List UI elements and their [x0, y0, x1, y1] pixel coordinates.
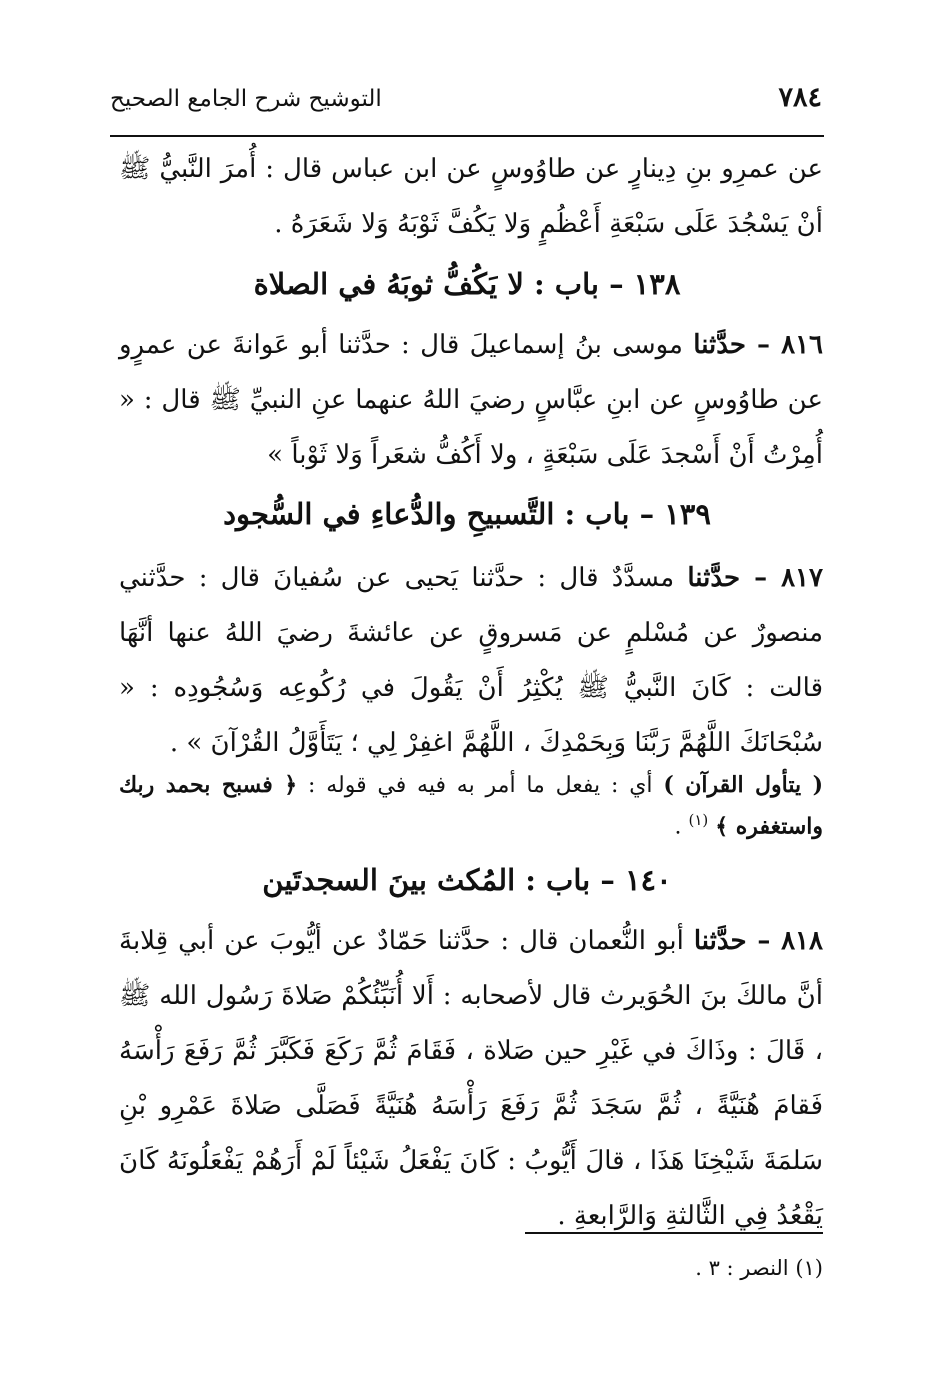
hadith-816-lead: ٨١٦ – حدَّثنا — [693, 330, 824, 360]
commentary-817 — [119, 768, 823, 844]
continuation-paragraph: عن عمرِو بنِ دِينارٍ عن طاوُوسٍ عن ابن عباس قال : أُمرَ النَّبيُّ ﷺ أنْ يَسْجُدَ عَلَى سَبْعَةِ أَعْظُمٍ وَلا يَكُفَّ ثَوْبَهُ وَلا شَعَرَهُ . — [119, 154, 823, 239]
commentary-end: . — [674, 814, 682, 840]
chapter-heading-140: ١٤٠ – باب : المُكث بينَ السجدتَين — [262, 863, 672, 897]
page-header — [110, 78, 822, 128]
chapter-heading-139: ١٣٩ – باب : التَّسبيحِ والدُّعاءِ في السُّجود — [223, 497, 711, 531]
hadith-816 — [119, 318, 823, 483]
footnote-divider — [525, 1232, 823, 1234]
hadith-817-text: مسدَّدٌ قال : حدَّثنا يَحيى عن سُفيانَ قال : حدَّثني منصورٌ عن مُسْلمٍ عن مَسروقٍ عن عائشةَ رضيَ اللهُ عنها أنَّهَا قالت : كَانَ النَّبيُّ ﷺ يُكْثِرُ أَنْ يَقُولَ في رُكُوعِه وَسُجُودِه : « سُبْحَانَكَ اللَّهُمَّ رَبَّنَا وَبِحَمْدِكَ ، اللَّهُمَّ اغفِرْ لِي ؛ يَتَأَوَّلُ القُرْآنَ » . — [119, 563, 823, 758]
footnote-ref: (١) — [688, 811, 709, 829]
quran-quote: ﴿ فسبح بحمد ربك واستغفره ﴾ — [119, 772, 823, 840]
footnote: (١) النصر : ٣ . — [695, 1256, 823, 1280]
hadith-818-text: أبو النُّعمان قال : حدَّثنا حَمّادٌ عن أيُّوبَ عن أبي قِلابةَ أنَّ مالكَ بنَ الحُوَيرث قال لأصحابه : أَلا أُنَبِّئُكُمْ صَلاةَ رَسُول الله ﷺ ، قَالَ : وذَاكَ في غَيْرِ حين صَلاة ، فَقَامَ ثُمَّ رَكَعَ فَكَبَّرَ ثُمَّ رَفَعَ رَأْسَهُ فَقامَ هُنَيَّةً ، ثُمَّ سَجَدَ ثُمَّ رَفَعَ رَأْسَهُ هُنَيَّةً فَصَلَّى صَلاةَ عَمْرِو بْنِ سَلمَةَ شَيْخِنَا هَذَا ، قالَ أَيُّوبُ : كَانَ يَفْعَلُ شَيْئاً لَمْ أَرَهُمْ يَفْعَلُونَهُ كَانَ يَقْعُدُ فِي الثَّالثةِ وَالرَّابعةِ . — [119, 926, 823, 1231]
hadith-818-lead: ٨١٨ – حدَّثنا — [693, 926, 823, 956]
header-divider — [110, 135, 824, 137]
hadith-817 — [119, 551, 823, 771]
commentary-text: أي : يفعل ما أمر به فيه في قوله : — [307, 773, 653, 798]
commentary-term: ( يتأول القرآن ) — [663, 772, 823, 798]
hadith-817-lead: ٨١٧ – حدَّثنا — [687, 563, 823, 593]
running-title: التوشيح شرح الجامع الصحيح — [110, 86, 382, 112]
hadith-816-text: موسى بنُ إسماعيلَ قال : حدَّثنا أبو عَوانةَ عن عمرٍو عن طاوُوسٍ عن ابنِ عبَّاسٍ رضيَ اللهُ عنهما عنِ النبيِّ ﷺ قال : « أُمِرْتُ أَنْ أَسْجدَ عَلَى سَبْعَةٍ ، ولا أَكُفُّ شعَراً وَلا ثَوْباً » — [119, 330, 823, 470]
chapter-heading-138: ١٣٨ – باب : لا يَكُفُّ ثوبَهُ في الصلاة — [253, 267, 681, 301]
page-number: ٧٨٤ — [778, 82, 822, 113]
hadith-818 — [119, 914, 823, 1244]
